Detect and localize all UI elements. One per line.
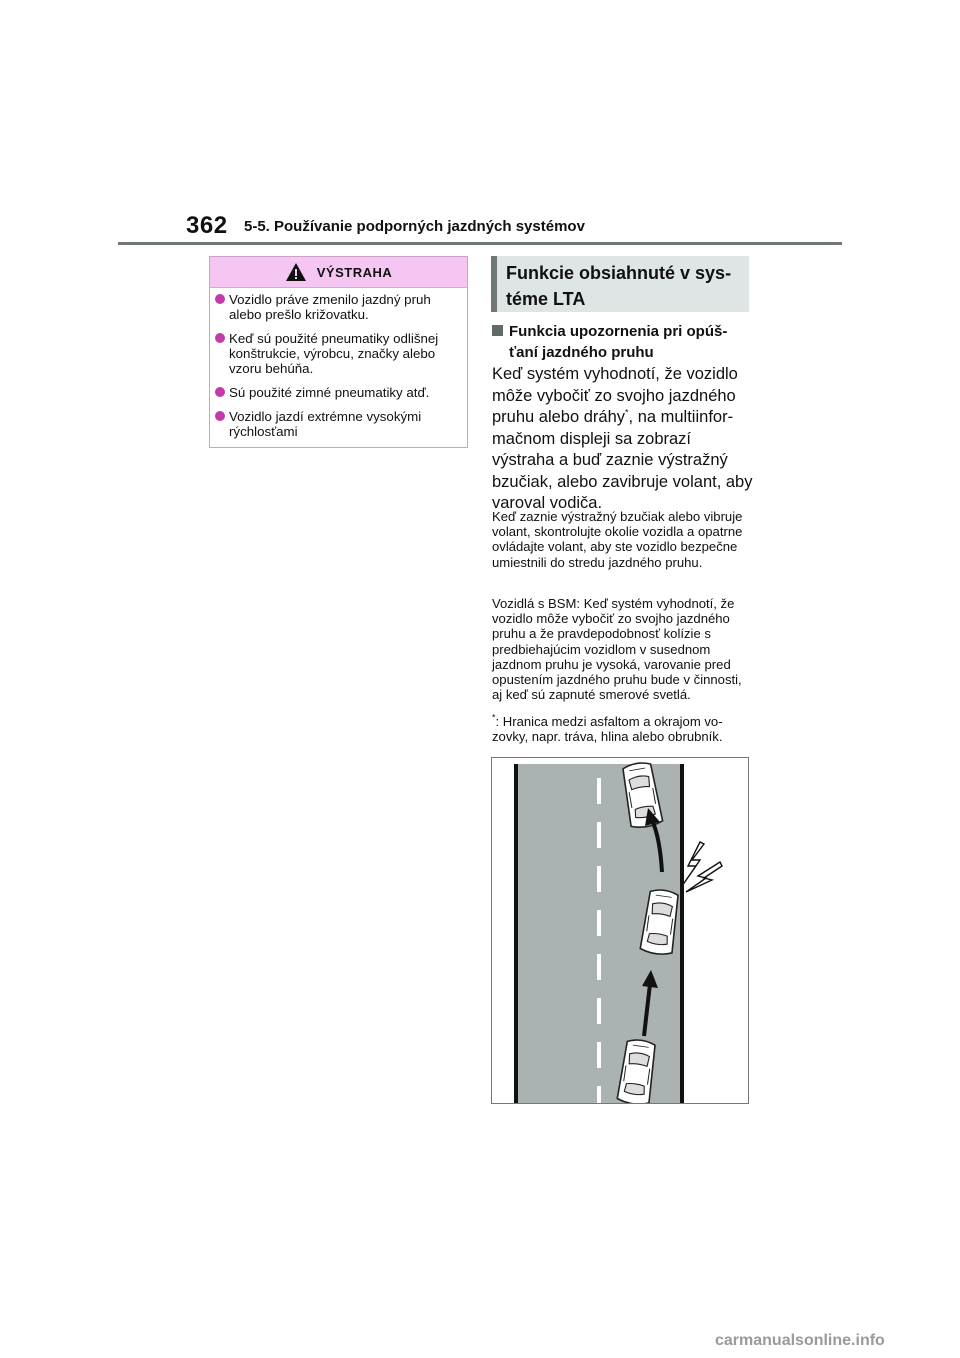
note-paragraph-2: Vozidlá s BSM: Keď systém vyhodnotí, že vozidlo môže vybočiť zo svojho jazdného pruhu a že pravdepodobnosť kolízie s predbiehajúcim vozidlom v susednom jazdnom pruhu je vysoká, varovanie pred opustením jazdného pruhu bude v činnosti, aj keď sú zapnuté smerové svetlá. [492, 596, 742, 703]
feature-heading-box [491, 256, 749, 312]
warning-item: Vozidlo jazdí extrémne vysokými rýchlosťami [214, 409, 459, 439]
note-paragraph-1: Keď zaznie výstražný bzučiak alebo vibruje volant, skontrolujte okolie vozidla a opatrne ovládajte volant, aby ste vozidlo bezpečne umiestnili do stredu jazdného pruhu. [492, 509, 743, 570]
lane-departure-illustration [491, 757, 749, 1104]
body-paragraph: Keď systém vyhodnotí, že vozidlo môže vybočiť zo svojho jazdného pruhu alebo dráhy*, na multiinformačnom displeji sa zobrazí výstraha a buď zaznie výstražný bzučiak, alebo zavibruje volant, aby varoval vodiča. [492, 365, 753, 512]
header-rule [118, 242, 842, 245]
feature-heading-line1: Funkcie obsiahnuté v sys- [506, 263, 732, 283]
road-edge-right [680, 764, 684, 1103]
warning-item: Vozidlo práve zmenilo jazdný pruh alebo prešlo križovatku. [214, 292, 459, 322]
bullet-icon [215, 294, 225, 304]
page-number: 362 [186, 212, 228, 239]
road-diagram [492, 758, 748, 1103]
warning-box [209, 256, 468, 448]
warning-item: Sú použité zimné pneumatiky atď. [214, 385, 459, 400]
square-bullet-icon [492, 325, 503, 336]
feature-heading-line2: téme LTA [506, 289, 586, 309]
bullet-icon [215, 411, 225, 421]
warning-header [210, 257, 467, 288]
warning-list [210, 288, 467, 439]
warning-title: VÝSTRAHA [316, 264, 393, 280]
section-title: 5-5. Používanie podporných jazdných systémov [244, 218, 585, 235]
bullet-icon [215, 333, 225, 343]
warning-item: Keď sú použité pneumatiky odlišnej konštrukcie, výrobcu, značky alebo vzoru behúňa. [214, 331, 459, 376]
footnote: *: Hranica medzi asfaltom a okrajom vozovky, napr. tráva, hlina alebo obrubník. [492, 712, 723, 745]
bullet-icon [215, 387, 225, 397]
watermark: carmanualsonline.info [715, 1332, 885, 1349]
subheading: Funkcia upozornenia pri opúš- ťaní jazdného pruhu [492, 321, 752, 363]
warning-triangle-icon [285, 262, 307, 282]
vibration-zigzag-icon [682, 842, 722, 892]
road-edge-left [514, 764, 518, 1103]
